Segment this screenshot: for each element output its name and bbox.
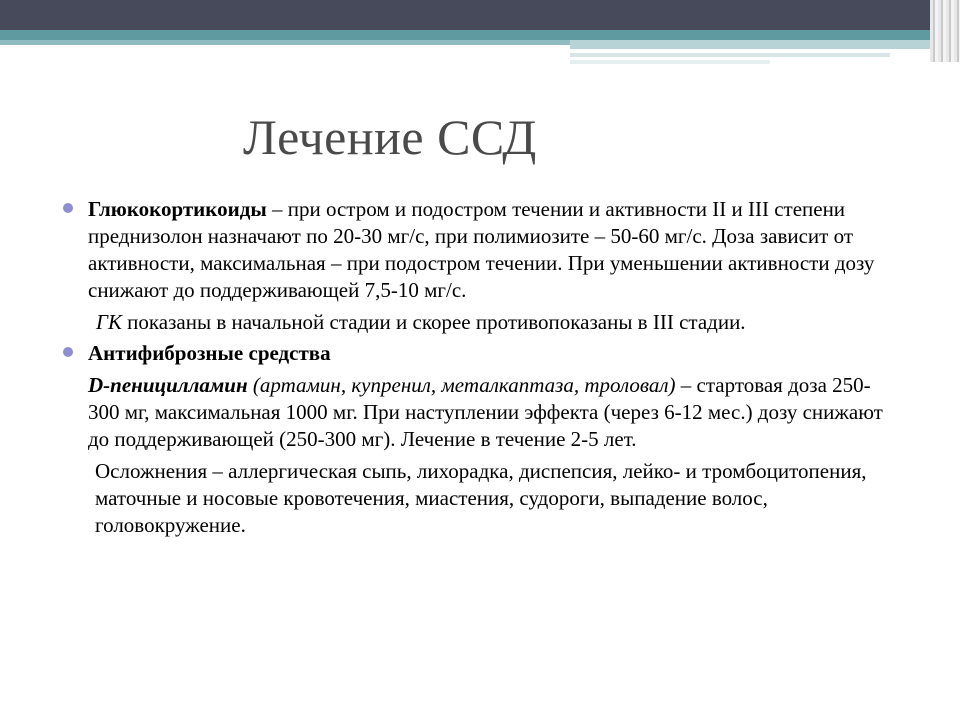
bullet-heading: Глюкокортикоиды (88, 197, 267, 221)
paragraph-italic: ГК (96, 310, 122, 334)
header-step-stripe (570, 53, 890, 57)
bullet-heading: Антифиброзные средства (88, 341, 331, 365)
paragraph-penicillamine (88, 372, 888, 453)
bullet-text: – при остром и подостром течении и активности II и III степени преднизолон назначают по 20-30 мг/с, при полимиозите – 50-60 мг/с. Доза зависит от активности, максимальная – при подостром течении. При уменьшении активности дозу снижают до поддерживающей 7,5-10 мг/с. (88, 197, 875, 302)
paragraph-text: – стартовая доза 250-300 мг, максимальная 1000 мг. При наступлении эффекта (через 6-12 мес.) дозу снижают до поддерживающей (250-300 мг). Лечение в течение 2-5 лет. (88, 373, 883, 451)
slide-body (88, 196, 888, 539)
header-step-stripe (570, 40, 930, 49)
paragraph-gk (88, 309, 888, 336)
slide-title: Лечение ССД (243, 109, 537, 165)
header-light-stripe (0, 40, 570, 45)
header-right-bars (930, 0, 960, 62)
header-band (0, 0, 960, 30)
bullet-dot-icon (63, 347, 73, 357)
drug-name: D-пеницилламин (88, 373, 248, 397)
header-teal-stripe (0, 30, 930, 40)
bullet-dot-icon (63, 203, 73, 213)
bullet-antifibrotic (88, 340, 888, 367)
paragraph-complications (88, 458, 888, 539)
paragraph-text: Осложнения – аллергическая сыпь, лихорадка, диспепсия, лейко- и тромбоцитопения, маточные и носовые кровотечения, миастения, судороги, выпадение волос, головокружение. (95, 459, 867, 537)
bullet-glucocorticoids (88, 196, 888, 304)
paragraph-text: показаны в начальной стадии и скорее противопоказаны в III стадии. (121, 310, 746, 334)
drug-synonyms: (артамин, купренил, металкаптаза, троловал) (247, 373, 676, 397)
header-step-stripe (570, 60, 770, 64)
